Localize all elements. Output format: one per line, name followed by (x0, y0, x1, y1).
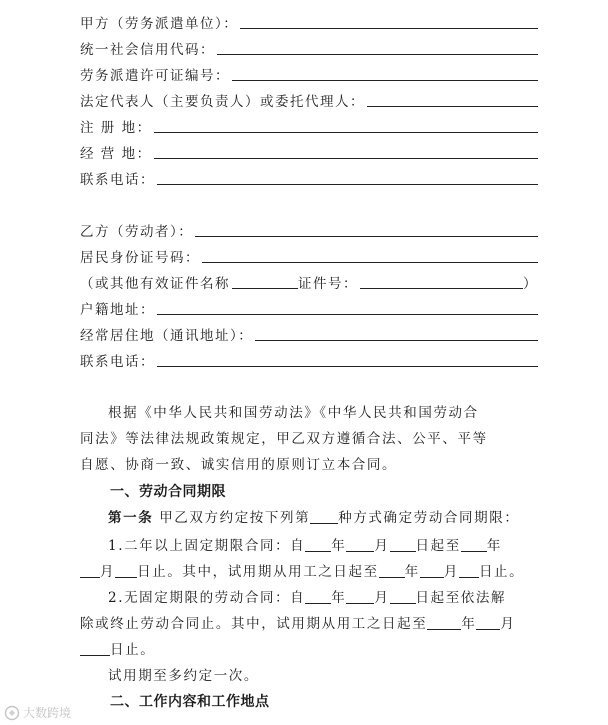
item-1-start-month-blank[interactable] (346, 537, 374, 552)
item-1-end-day-blank[interactable] (115, 563, 137, 578)
credit-code-label: 统一社会信用代码： (80, 42, 215, 58)
party-b-phone-label: 联系电话： (80, 354, 155, 370)
probation-month-blank[interactable] (420, 563, 444, 578)
party-a-agency-blank[interactable] (240, 27, 538, 29)
business-address-label: 经 营 地： (80, 146, 152, 162)
item-2-text-c: 除或终止劳动合同止。其中，试用期从用工之日起至 (80, 616, 428, 632)
article-1-text-post: 种方式确定劳动合同期限： (338, 510, 520, 526)
party-a-phone-field[interactable] (80, 166, 538, 188)
registered-address-label: 注 册 地： (80, 120, 152, 136)
item-2-text-b: 日起至依法解 (415, 590, 507, 606)
representative-blank[interactable] (367, 105, 538, 107)
business-address-blank[interactable] (154, 157, 538, 159)
other-id-field[interactable] (80, 270, 538, 292)
license-no-label: 劳务派遣许可证编号： (80, 68, 230, 84)
item-2-probation-month-blank[interactable] (476, 615, 500, 630)
item-2-probation-day-blank[interactable] (80, 641, 110, 656)
party-a-phone-blank[interactable] (157, 183, 538, 185)
watermark-logo-icon (4, 705, 20, 721)
article-1-number: 第一条 (108, 510, 154, 526)
day-end-label: 日止。 (110, 642, 156, 658)
household-address-label: 户籍地址： (80, 302, 155, 318)
item-2-start-day-blank[interactable] (390, 589, 416, 604)
party-a-agency-label: 甲方（劳务派遣单位）： (80, 16, 239, 32)
probation-day-blank[interactable] (459, 563, 479, 578)
registered-address-field[interactable] (80, 114, 538, 136)
item-2-start-year-blank[interactable] (305, 589, 331, 604)
day-from-to-label: 日起至 (415, 538, 461, 554)
credit-code-field[interactable] (80, 36, 538, 58)
item-2-line-2 (80, 611, 538, 637)
residence-address-blank[interactable] (255, 339, 538, 341)
credit-code-blank[interactable] (217, 53, 538, 55)
day-end-label: 日止。 (478, 564, 525, 580)
party-b-phone-blank[interactable] (157, 365, 538, 367)
year-label: 年 (486, 538, 502, 554)
item-1-line-2 (80, 559, 538, 585)
article-1-text-pre: 甲乙双方约定按下列第 (153, 510, 311, 526)
probation-year-blank[interactable] (379, 563, 405, 578)
representative-label: 法定代表人（主要负责人）或委托代理人： (80, 94, 365, 110)
month-label: 月 (374, 538, 390, 554)
other-id-mid-label: 证件号： (298, 276, 358, 292)
item-2-line-3 (80, 637, 538, 663)
month-label: 月 (374, 590, 390, 606)
month-label: 月 (443, 564, 459, 580)
party-b-worker-blank[interactable] (195, 235, 538, 237)
item-2-label: 2.无固定期限的劳动合同：自 (108, 590, 306, 606)
id-no-blank[interactable] (202, 261, 538, 263)
year-label: 年 (331, 590, 347, 606)
item-1-start-year-blank[interactable] (305, 537, 331, 552)
preamble-line-3: 自愿、协商一致、诚实信用的原则订立本合同。 (80, 457, 398, 473)
preamble-line-2: 同法》等法律法规政策规定，甲乙双方遵循合法、公平、平等 (80, 431, 488, 447)
month-label: 月 (100, 564, 116, 580)
other-id-suffix: ） (523, 276, 538, 292)
year-label: 年 (461, 616, 477, 632)
day-stop-label: 日止。其中，试用期从用工之日起至 (137, 564, 379, 580)
item-2-line-1 (108, 585, 538, 611)
item-1-start-day-blank[interactable] (390, 537, 416, 552)
other-id-prefix: （或其他有效证件名称 (80, 276, 230, 292)
household-address-blank[interactable] (157, 313, 538, 315)
item-1-line-1 (108, 533, 538, 559)
method-choice-blank[interactable] (310, 509, 338, 524)
item-1-label: 1.二年以上固定期限合同：自 (108, 538, 306, 554)
party-b-phone-field[interactable] (80, 348, 538, 370)
residence-address-label: 经常居住地（通讯地址）： (80, 328, 254, 344)
residence-address-field[interactable] (80, 322, 538, 344)
item-2-probation-year-blank[interactable] (427, 615, 461, 630)
party-a-agency-field[interactable] (80, 10, 538, 32)
license-no-field[interactable] (80, 62, 538, 84)
registered-address-blank[interactable] (154, 131, 538, 133)
item-2-start-month-blank[interactable] (346, 589, 374, 604)
watermark-text: 大数跨境 (23, 706, 72, 720)
license-no-blank[interactable] (232, 79, 538, 81)
item-1-end-month-blank[interactable] (80, 563, 100, 578)
section-2-heading: 二、工作内容和工作地点 (110, 694, 270, 710)
household-address-field[interactable] (80, 296, 538, 318)
party-a-phone-label: 联系电话： (80, 172, 155, 188)
year-label: 年 (331, 538, 347, 554)
watermark (4, 704, 71, 721)
month-label: 月 (500, 616, 516, 632)
representative-field[interactable] (80, 88, 538, 110)
item-1-end-year-blank[interactable] (461, 537, 487, 552)
article-1 (108, 505, 538, 531)
year-label: 年 (404, 564, 420, 580)
party-b-worker-label: 乙方（劳动者）： (80, 224, 194, 240)
other-id-number-blank[interactable] (360, 287, 523, 289)
business-address-field[interactable] (80, 140, 538, 162)
section-1-heading: 一、劳动合同期限 (110, 484, 226, 500)
party-b-worker-field[interactable] (80, 218, 538, 240)
id-no-field[interactable] (80, 244, 538, 266)
preamble-line-1: 根据《中华人民共和国劳动法》《中华人民共和国劳动合 (108, 405, 479, 421)
other-id-name-blank[interactable] (232, 287, 298, 289)
id-no-label: 居民身份证号码： (80, 250, 200, 266)
probation-note: 试用期至多约定一次。 (108, 668, 259, 684)
